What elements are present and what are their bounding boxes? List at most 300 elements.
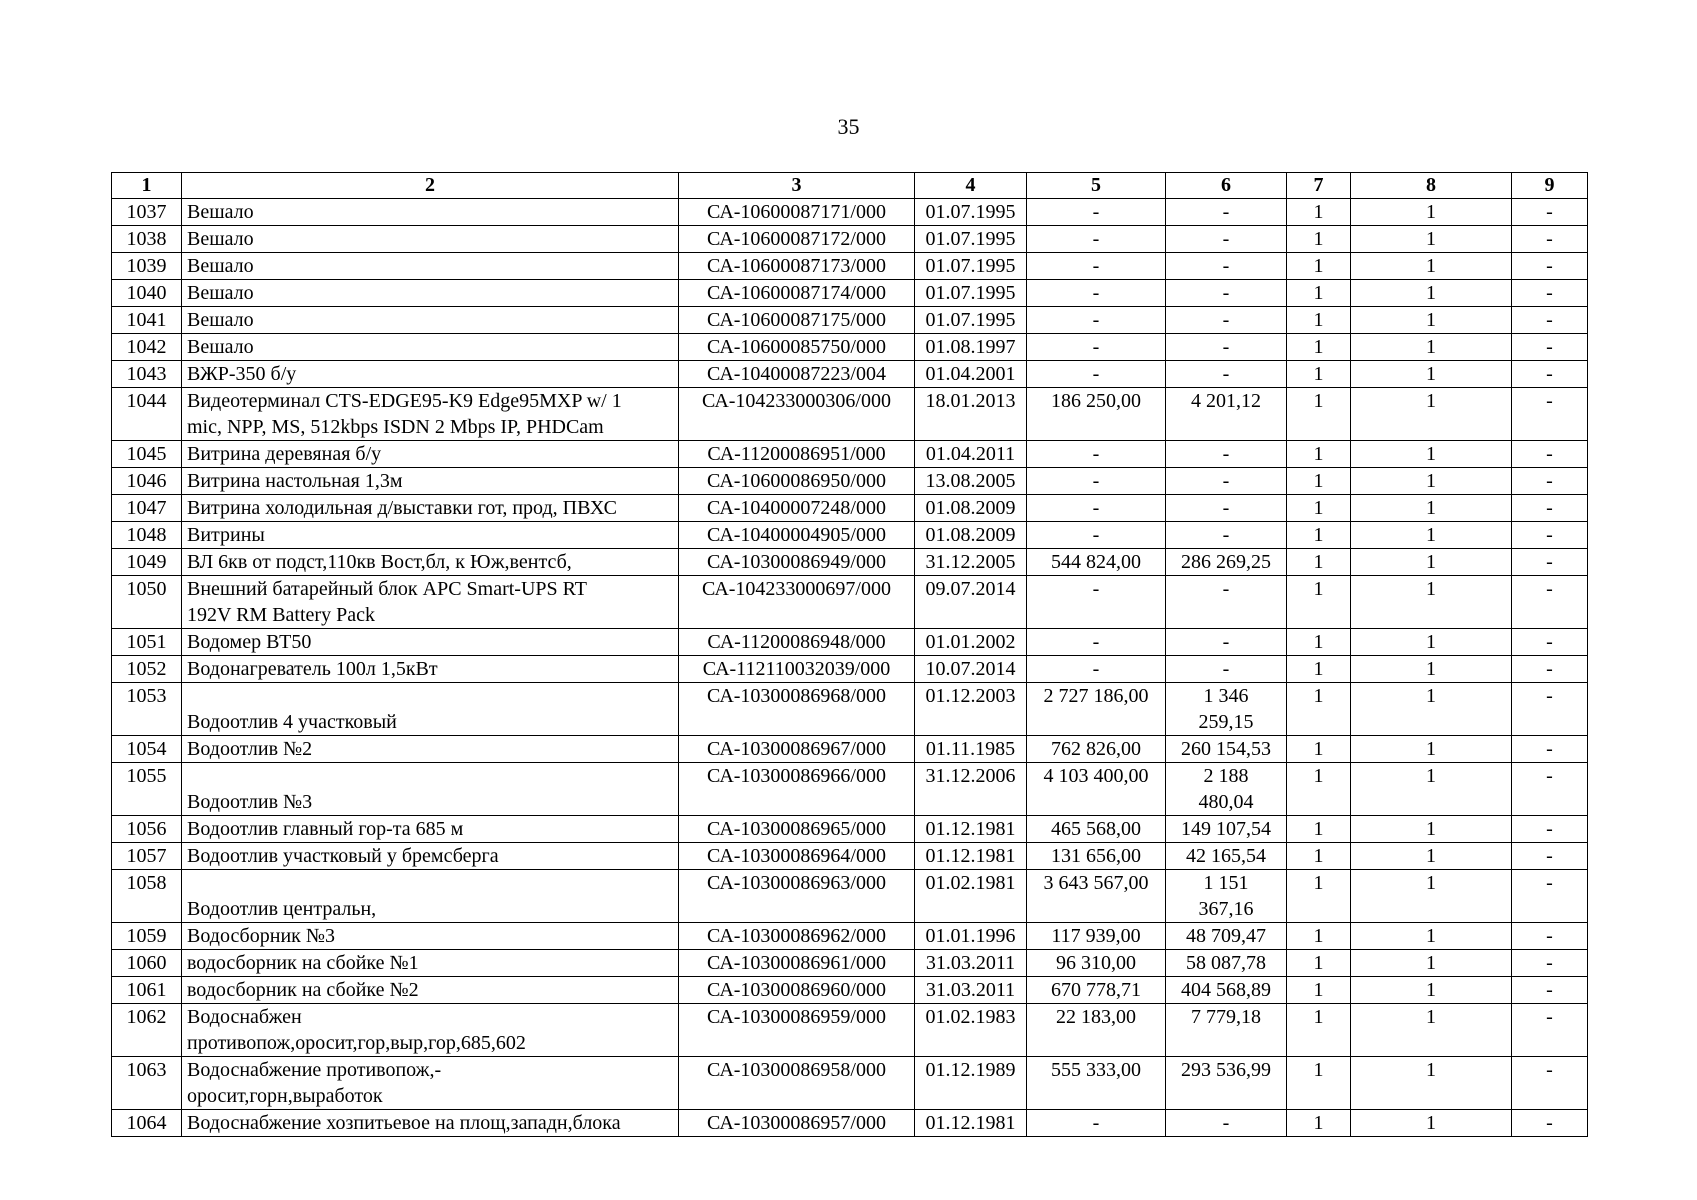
row-number-cell — [112, 683, 182, 736]
item-name-cell-line: Видеотерминал CTS-EDGE95-K9 Edge95MXP w/ 1 — [187, 390, 622, 412]
value-col5-cell-line: 670 778,71 — [1051, 979, 1141, 1001]
inventory-code-cell-line: СА-112110032039/000 — [702, 658, 891, 680]
value-col6-cell-line: - — [1222, 1112, 1230, 1134]
inventory-code-cell — [679, 522, 915, 549]
qty-col8-cell — [1351, 576, 1512, 629]
value-col6-cell — [1166, 253, 1287, 280]
col9-cell-line: - — [1546, 578, 1553, 600]
qty-col8-cell-line: 1 — [1426, 443, 1436, 465]
item-name-cell-line: Вешало — [187, 309, 254, 331]
qty-col7-cell — [1287, 683, 1351, 736]
value-col5-cell — [1027, 763, 1166, 816]
col9-cell-line: - — [1546, 363, 1553, 385]
value-col5-cell — [1027, 1004, 1166, 1057]
qty-col8-cell — [1351, 1057, 1512, 1110]
qty-col7-cell-line: 1 — [1313, 979, 1324, 1001]
row-number-cell-line: 1040 — [126, 282, 167, 304]
inventory-code-cell-line: СА-10300086963/000 — [706, 872, 886, 894]
inventory-code-cell — [679, 495, 915, 522]
value-col6-cell-line: 48 709,47 — [1186, 925, 1266, 947]
item-name-cell — [182, 576, 679, 629]
item-name-cell — [182, 522, 679, 549]
value-col5-cell-line: - — [1092, 1112, 1100, 1134]
date-cell — [915, 843, 1027, 870]
value-col5-cell — [1027, 253, 1166, 280]
row-number-cell-line: 1047 — [126, 497, 167, 519]
value-col6-cell-line: 2 188 — [1203, 765, 1249, 787]
item-name-cell — [182, 199, 679, 226]
qty-col7-cell-line: 1 — [1313, 551, 1324, 573]
qty-col7-cell — [1287, 870, 1351, 923]
inventory-code-cell-line: СА-104233000306/000 — [701, 390, 891, 412]
value-col5-cell — [1027, 816, 1166, 843]
value-col6-cell — [1166, 683, 1287, 736]
date-cell — [915, 950, 1027, 977]
table-row — [112, 816, 1588, 843]
date-cell — [915, 253, 1027, 280]
item-name-cell — [182, 870, 679, 923]
date-cell-line: 01.07.1995 — [925, 228, 1016, 250]
value-col6-cell-line: 404 568,89 — [1181, 979, 1271, 1001]
inventory-code-cell — [679, 629, 915, 656]
row-number-cell — [112, 1004, 182, 1057]
qty-col7-cell — [1287, 334, 1351, 361]
item-name-cell-line: Витрины — [187, 524, 265, 546]
qty-col7-cell — [1287, 468, 1351, 495]
qty-col7-cell — [1287, 280, 1351, 307]
value-col6-cell-line: - — [1222, 201, 1230, 223]
row-number-cell-line: 1056 — [126, 818, 167, 840]
inventory-code-cell — [679, 576, 915, 629]
table-row — [112, 977, 1588, 1004]
date-cell — [915, 1057, 1027, 1110]
row-number-cell — [112, 656, 182, 683]
value-col5-cell — [1027, 361, 1166, 388]
date-cell — [915, 870, 1027, 923]
qty-col7-cell-line: 1 — [1313, 336, 1324, 358]
table-row — [112, 923, 1588, 950]
value-col6-cell-line: - — [1222, 363, 1230, 385]
item-name-cell — [182, 629, 679, 656]
inventory-code-cell-line: СА-10300086959/000 — [706, 1006, 886, 1028]
value-col6-cell — [1166, 1057, 1287, 1110]
item-name-cell-line: Водоотлив главный гор-та 685 м — [187, 818, 464, 840]
item-name-cell-line: ВЖР-350 б/у — [187, 363, 297, 385]
col9-cell — [1512, 522, 1588, 549]
inventory-code-cell — [679, 1057, 915, 1110]
value-col6-cell-line: 480,04 — [1198, 791, 1254, 813]
inventory-code-cell — [679, 763, 915, 816]
date-cell — [915, 280, 1027, 307]
date-cell — [915, 763, 1027, 816]
date-cell-line: 01.11.1985 — [925, 738, 1016, 760]
col9-cell-line: - — [1546, 309, 1553, 331]
value-col5-cell-line: - — [1092, 255, 1100, 277]
row-number-cell — [112, 199, 182, 226]
col9-cell — [1512, 199, 1588, 226]
value-col6-cell-line: - — [1222, 255, 1230, 277]
date-cell-line: 01.08.1997 — [925, 336, 1016, 358]
qty-col8-cell-line: 1 — [1426, 952, 1436, 974]
qty-col7-cell-line: 1 — [1313, 818, 1324, 840]
value-col5-cell-line: 131 656,00 — [1051, 845, 1141, 867]
date-cell — [915, 923, 1027, 950]
col9-cell-line: - — [1546, 443, 1553, 465]
value-col5-cell — [1027, 226, 1166, 253]
inventory-code-cell-line: СА-10600087173/000 — [706, 255, 886, 277]
col9-cell-line: - — [1546, 658, 1553, 680]
qty-col8-cell — [1351, 495, 1512, 522]
row-number-cell — [112, 870, 182, 923]
value-col5-cell-line: - — [1092, 201, 1100, 223]
date-cell — [915, 1004, 1027, 1057]
date-cell — [915, 1110, 1027, 1137]
value-col6-cell — [1166, 629, 1287, 656]
item-name-cell-line — [187, 870, 673, 896]
row-number-cell-line: 1055 — [126, 765, 167, 787]
qty-col8-cell — [1351, 656, 1512, 683]
col9-cell-line: - — [1546, 979, 1553, 1001]
qty-col7-cell — [1287, 923, 1351, 950]
row-number-cell — [112, 441, 182, 468]
col9-cell-line: - — [1546, 1112, 1553, 1134]
qty-col7-cell-line: 1 — [1313, 309, 1324, 331]
item-name-cell-line: Витрина настольная 1,3м — [187, 470, 403, 492]
qty-col7-cell-line: 1 — [1313, 952, 1324, 974]
qty-col7-cell — [1287, 1110, 1351, 1137]
col9-cell-line: - — [1546, 818, 1553, 840]
value-col5-cell-line: - — [1092, 443, 1100, 465]
date-cell-line: 18.01.2013 — [925, 390, 1016, 412]
row-number-cell — [112, 361, 182, 388]
row-number-cell — [112, 280, 182, 307]
item-name-cell-line: Водоснабжение хозпитьевое на площ,западн,блока — [187, 1112, 621, 1134]
col9-cell-line: - — [1546, 845, 1553, 867]
qty-col8-cell — [1351, 923, 1512, 950]
qty-col7-cell — [1287, 736, 1351, 763]
inventory-code-cell — [679, 1110, 915, 1137]
table-row — [112, 576, 1588, 629]
date-cell — [915, 361, 1027, 388]
row-number-cell — [112, 576, 182, 629]
qty-col8-cell — [1351, 1004, 1512, 1057]
item-name-cell — [182, 441, 679, 468]
value-col5-cell — [1027, 468, 1166, 495]
value-col5-cell-line: - — [1092, 282, 1100, 304]
item-name-cell — [182, 388, 679, 441]
col9-cell — [1512, 923, 1588, 950]
value-col5-cell-line: 186 250,00 — [1051, 390, 1141, 412]
qty-col8-cell — [1351, 870, 1512, 923]
inventory-code-cell — [679, 441, 915, 468]
col9-cell — [1512, 656, 1588, 683]
value-col6-cell — [1166, 870, 1287, 923]
value-col6-cell — [1166, 522, 1287, 549]
inventory-code-cell-line: СА-10300086965/000 — [706, 818, 886, 840]
qty-col7-cell-line: 1 — [1313, 658, 1324, 680]
qty-col7-cell-line: 1 — [1313, 631, 1324, 653]
qty-col8-cell-line: 1 — [1426, 309, 1436, 331]
date-cell-line: 01.07.1995 — [925, 309, 1016, 331]
table-row — [112, 199, 1588, 226]
header-cell: 2 — [182, 173, 679, 199]
row-number-cell-line: 1041 — [126, 309, 167, 331]
qty-col8-cell-line: 1 — [1426, 470, 1436, 492]
table-row — [112, 468, 1588, 495]
item-name-cell — [182, 468, 679, 495]
qty-col8-cell — [1351, 950, 1512, 977]
value-col6-cell — [1166, 334, 1287, 361]
inventory-code-cell — [679, 816, 915, 843]
row-number-cell-line: 1063 — [126, 1059, 167, 1081]
qty-col8-cell — [1351, 307, 1512, 334]
table-body — [112, 199, 1588, 1137]
date-cell — [915, 816, 1027, 843]
date-cell — [915, 199, 1027, 226]
item-name-cell-line: ВЛ 6кв от подст,110кв Вост,бл, к Юж,вентсб, — [187, 551, 572, 573]
col9-cell-line: - — [1546, 497, 1553, 519]
item-name-cell-line: Вешало — [187, 201, 254, 223]
col9-cell-line: - — [1546, 551, 1553, 573]
row-number-cell-line: 1053 — [126, 685, 167, 707]
value-col5-cell-line: - — [1092, 578, 1100, 600]
inventory-code-cell — [679, 1004, 915, 1057]
qty-col7-cell — [1287, 629, 1351, 656]
date-cell-line: 01.01.2002 — [925, 631, 1016, 653]
qty-col8-cell — [1351, 253, 1512, 280]
value-col6-cell-line: - — [1222, 524, 1230, 546]
value-col6-cell — [1166, 950, 1287, 977]
col9-cell — [1512, 816, 1588, 843]
value-col5-cell — [1027, 199, 1166, 226]
row-number-cell-line: 1046 — [126, 470, 167, 492]
row-number-cell-line: 1057 — [126, 845, 167, 867]
date-cell — [915, 468, 1027, 495]
item-name-cell-line: Вешало — [187, 282, 254, 304]
row-number-cell — [112, 977, 182, 1004]
qty-col7-cell-line: 1 — [1313, 524, 1324, 546]
item-name-cell — [182, 656, 679, 683]
value-col5-cell — [1027, 870, 1166, 923]
value-col6-cell — [1166, 923, 1287, 950]
item-name-cell — [182, 495, 679, 522]
col9-cell — [1512, 441, 1588, 468]
item-name-cell-line — [187, 683, 673, 709]
inventory-code-cell — [679, 226, 915, 253]
qty-col8-cell — [1351, 280, 1512, 307]
item-name-cell-line: Вешало — [187, 336, 254, 358]
col9-cell — [1512, 1004, 1588, 1057]
qty-col7-cell — [1287, 522, 1351, 549]
inventory-code-cell — [679, 683, 915, 736]
date-cell-line: 01.07.1995 — [925, 201, 1016, 223]
row-number-cell-line: 1054 — [126, 738, 167, 760]
date-cell-line: 01.04.2001 — [925, 363, 1016, 385]
qty-col8-cell-line: 1 — [1426, 363, 1436, 385]
qty-col8-cell — [1351, 441, 1512, 468]
row-number-cell — [112, 253, 182, 280]
item-name-cell — [182, 736, 679, 763]
item-name-cell — [182, 683, 679, 736]
col9-cell — [1512, 843, 1588, 870]
qty-col7-cell-line: 1 — [1313, 1059, 1324, 1081]
table-row — [112, 388, 1588, 441]
qty-col7-cell — [1287, 441, 1351, 468]
inventory-code-cell-line: СА-10600085750/000 — [706, 336, 886, 358]
item-name-cell-line: Витрина холодильная д/выставки гот, прод, ПВХС — [187, 497, 617, 519]
inventory-code-cell-line: СА-10300086958/000 — [706, 1059, 886, 1081]
qty-col7-cell-line: 1 — [1313, 578, 1324, 600]
item-name-cell-line: водосборник на сбойке №2 — [187, 979, 419, 1001]
qty-col7-cell — [1287, 576, 1351, 629]
qty-col8-cell — [1351, 334, 1512, 361]
table-row — [112, 280, 1588, 307]
item-name-cell-line: Водонагреватель 100л 1,5кВт — [187, 658, 438, 680]
col9-cell — [1512, 683, 1588, 736]
page-number: 35 — [837, 114, 860, 139]
value-col6-cell-line: 58 087,78 — [1186, 952, 1266, 974]
value-col5-cell — [1027, 1110, 1166, 1137]
qty-col7-cell — [1287, 199, 1351, 226]
row-number-cell-line: 1052 — [126, 658, 167, 680]
row-number-cell-line: 1058 — [126, 872, 167, 894]
value-col6-cell — [1166, 656, 1287, 683]
item-name-cell — [182, 334, 679, 361]
qty-col8-cell-line: 1 — [1426, 765, 1436, 787]
qty-col8-cell-line: 1 — [1426, 524, 1436, 546]
row-number-cell-line: 1060 — [126, 952, 167, 974]
value-col5-cell — [1027, 576, 1166, 629]
inventory-code-cell-line: СА-10300086961/000 — [706, 952, 886, 974]
inventory-code-cell-line: СА-10300086957/000 — [706, 1112, 886, 1134]
table-row — [112, 656, 1588, 683]
date-cell-line: 01.12.1989 — [925, 1059, 1016, 1081]
row-number-cell-line: 1042 — [126, 336, 167, 358]
col9-cell-line: - — [1546, 738, 1553, 760]
qty-col8-cell — [1351, 388, 1512, 441]
table-row — [112, 683, 1588, 736]
value-col5-cell-line: - — [1092, 309, 1100, 331]
date-cell-line: 01.07.1995 — [925, 255, 1016, 277]
item-name-cell — [182, 361, 679, 388]
row-number-cell-line: 1062 — [126, 1006, 167, 1028]
qty-col7-cell-line: 1 — [1313, 497, 1324, 519]
inventory-code-cell — [679, 361, 915, 388]
value-col5-cell-line: 544 824,00 — [1051, 551, 1141, 573]
table-row — [112, 950, 1588, 977]
qty-col7-cell — [1287, 950, 1351, 977]
col9-cell-line: - — [1546, 282, 1553, 304]
qty-col7-cell-line: 1 — [1313, 255, 1324, 277]
row-number-cell — [112, 307, 182, 334]
inventory-code-cell — [679, 334, 915, 361]
inventory-table — [111, 172, 1588, 1137]
qty-col8-cell-line: 1 — [1426, 872, 1436, 894]
col9-cell-line: - — [1546, 336, 1553, 358]
inventory-code-cell — [679, 736, 915, 763]
row-number-cell — [112, 334, 182, 361]
value-col6-cell — [1166, 280, 1287, 307]
row-number-cell-line: 1037 — [126, 201, 167, 223]
date-cell-line: 09.07.2014 — [925, 578, 1016, 600]
table-row — [112, 522, 1588, 549]
inventory-code-cell — [679, 199, 915, 226]
qty-col8-cell-line: 1 — [1426, 336, 1436, 358]
qty-col7-cell-line: 1 — [1313, 845, 1324, 867]
value-col6-cell-line: 259,15 — [1198, 711, 1254, 733]
value-col5-cell — [1027, 549, 1166, 576]
qty-col7-cell — [1287, 1057, 1351, 1110]
qty-col7-cell-line: 1 — [1313, 363, 1324, 385]
value-col6-cell — [1166, 549, 1287, 576]
row-number-cell — [112, 843, 182, 870]
date-cell-line: 01.08.2009 — [925, 497, 1016, 519]
header-cell: 1 — [112, 173, 182, 199]
col9-cell — [1512, 1057, 1588, 1110]
inventory-code-cell-line: СА-11200086951/000 — [707, 443, 886, 465]
item-name-cell-line: Водомер ВТ50 — [187, 631, 312, 653]
date-cell — [915, 736, 1027, 763]
value-col6-cell — [1166, 763, 1287, 816]
value-col5-cell-line: - — [1092, 470, 1100, 492]
item-name-cell-line: противопож,оросит,гор,выр,гор,685,602 — [187, 1032, 526, 1054]
value-col6-cell — [1166, 468, 1287, 495]
value-col6-cell-line: - — [1222, 470, 1230, 492]
item-name-cell — [182, 843, 679, 870]
value-col5-cell-line: 465 568,00 — [1051, 818, 1141, 840]
item-name-cell — [182, 977, 679, 1004]
date-cell — [915, 441, 1027, 468]
date-cell-line: 01.07.1995 — [925, 282, 1016, 304]
row-number-cell — [112, 226, 182, 253]
col9-cell — [1512, 226, 1588, 253]
date-cell-line: 31.03.2011 — [925, 979, 1016, 1001]
inventory-code-cell-line: СА-11200086948/000 — [707, 631, 886, 653]
qty-col7-cell — [1287, 763, 1351, 816]
item-name-cell-line: Водоснабжен — [187, 1006, 302, 1028]
value-col6-cell-line: 367,16 — [1198, 898, 1254, 920]
qty-col8-cell-line: 1 — [1426, 631, 1436, 653]
value-col5-cell-line: - — [1092, 497, 1100, 519]
qty-col7-cell-line: 1 — [1313, 685, 1324, 707]
row-number-cell-line: 1049 — [126, 551, 167, 573]
value-col5-cell-line: - — [1092, 524, 1100, 546]
row-number-cell — [112, 1110, 182, 1137]
col9-cell-line: - — [1546, 685, 1553, 707]
col9-cell-line: - — [1546, 631, 1553, 653]
qty-col8-cell-line: 1 — [1426, 685, 1436, 707]
col9-cell — [1512, 763, 1588, 816]
item-name-cell-line: Водоотлив центральн, — [187, 898, 377, 920]
value-col6-cell — [1166, 361, 1287, 388]
table-row — [112, 843, 1588, 870]
header-cell: 4 — [915, 173, 1027, 199]
inventory-code-cell-line: СА-10300086967/000 — [706, 738, 886, 760]
item-name-cell — [182, 280, 679, 307]
table-row — [112, 736, 1588, 763]
value-col5-cell — [1027, 495, 1166, 522]
qty-col7-cell-line: 1 — [1313, 282, 1324, 304]
col9-cell — [1512, 280, 1588, 307]
value-col6-cell — [1166, 843, 1287, 870]
col9-cell — [1512, 307, 1588, 334]
value-col5-cell — [1027, 656, 1166, 683]
qty-col7-cell — [1287, 361, 1351, 388]
qty-col7-cell — [1287, 226, 1351, 253]
table-row — [112, 1004, 1588, 1057]
table-row — [112, 495, 1588, 522]
qty-col8-cell-line: 1 — [1426, 1006, 1436, 1028]
